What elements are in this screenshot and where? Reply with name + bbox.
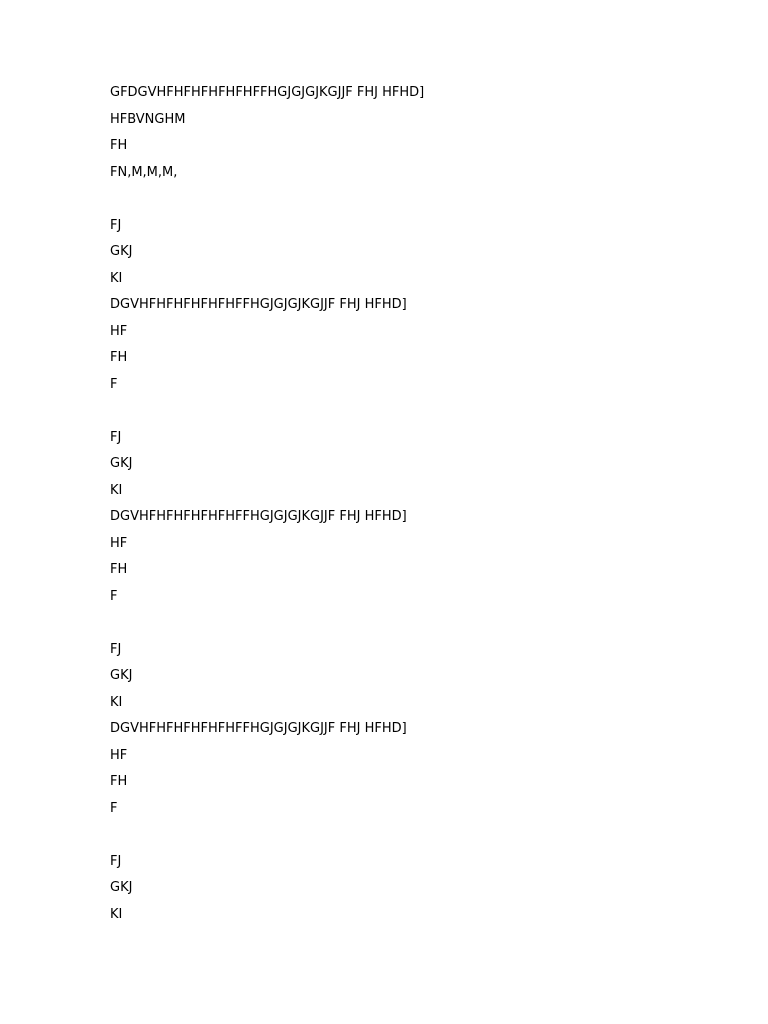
- document-line: [110, 190, 730, 217]
- document-line: FJ: [110, 217, 122, 233]
- document-line: FH: [110, 562, 128, 577]
- document-line: KI: [110, 694, 123, 710]
- document-line: F: [110, 376, 118, 392]
- document-line: HFBVNGHM: [110, 111, 186, 127]
- document-line: HF: [110, 323, 128, 339]
- document-line: FN,M,M,M,: [110, 164, 178, 180]
- document-line: DGVHFHFHFHFHFHFFHGJGJGJKGJJF FHJ HFHD]: [110, 721, 407, 736]
- document-line: DGVHFHFHFHFHFHFFHGJGJGJKGJJF FHJ HFHD]: [110, 509, 407, 524]
- document-line: FJ: [110, 853, 122, 869]
- document-line: GFDGVHFHFHFHFHFHFFHGJGJGJKGJJF FHJ HFHD]: [110, 85, 425, 100]
- document-line: DGVHFHFHFHFHFHFFHGJGJGJKGJJF FHJ HFHD]: [110, 297, 407, 312]
- document-line: KI: [110, 270, 123, 286]
- document-line: GKJ: [110, 456, 133, 471]
- document-line: KI: [110, 482, 123, 498]
- document-line: FH: [110, 138, 128, 153]
- document-line: GKJ: [110, 668, 133, 683]
- document-line: GKJ: [110, 244, 133, 259]
- document-line: FJ: [110, 641, 122, 657]
- document-line: KI: [110, 906, 123, 922]
- document-line: HF: [110, 535, 128, 551]
- document-line: FH: [110, 350, 128, 365]
- document-line: [110, 402, 730, 429]
- document-line: FH: [110, 774, 128, 789]
- document-line: [110, 614, 730, 641]
- document-line: FJ: [110, 429, 122, 445]
- document-line: F: [110, 588, 118, 604]
- document-line: F: [110, 800, 118, 816]
- document-line: HF: [110, 747, 128, 763]
- document-line: [110, 826, 730, 853]
- document-line: GKJ: [110, 880, 133, 895]
- document-body: [110, 84, 730, 932]
